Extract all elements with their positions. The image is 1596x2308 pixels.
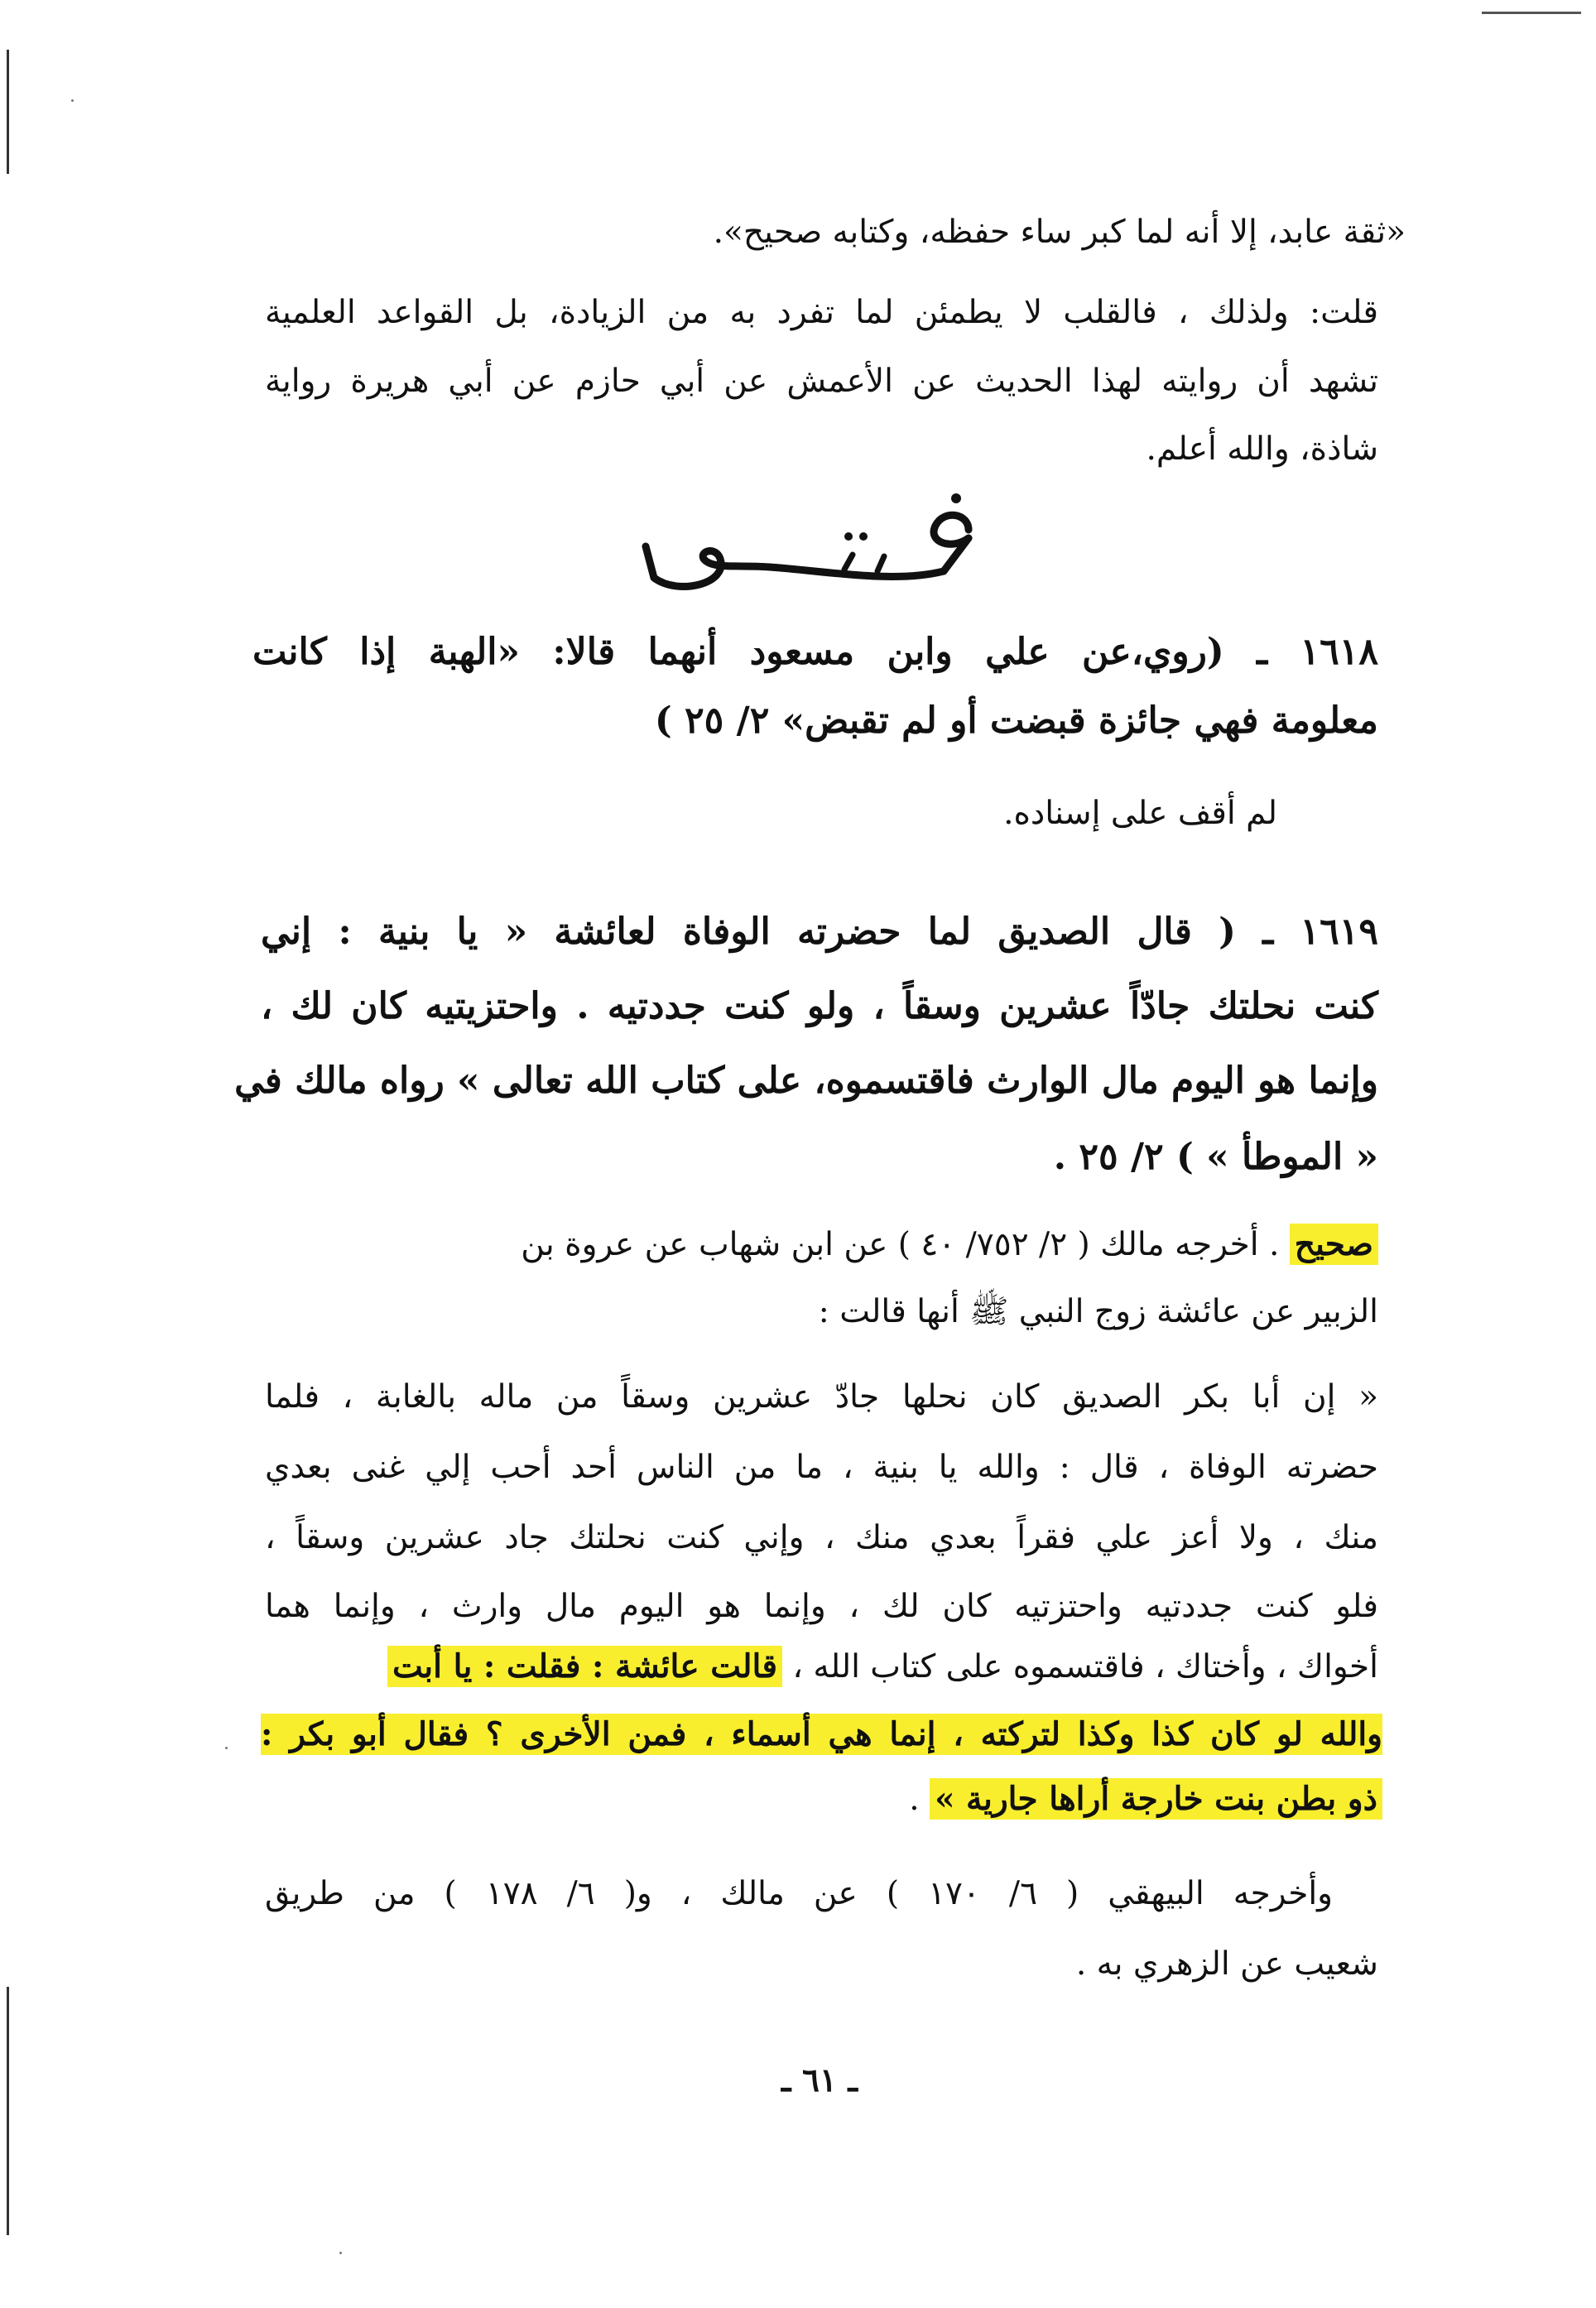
bayhaqi-line: وأخرجه البيهقي ( ٦/ ١٧٠ ) عن مالك ، و( ٦/ ١٧٨ ) من طريق bbox=[265, 1875, 1334, 1912]
scan-speck bbox=[339, 2252, 342, 2254]
hadith-1618-line: ١٦١٨ ـ (روي،عن علي وابن مسعود أنهما قالا: «الهبة إذا كانت bbox=[252, 631, 1378, 673]
takhrij-line: الزبير عن عائشة زوج النبي ﷺ أنها قالت : bbox=[818, 1293, 1378, 1330]
grade-highlight: صحيح bbox=[1290, 1224, 1378, 1265]
scan-speck bbox=[71, 99, 74, 102]
bayhaqi-line: شعيب عن الزهري به . bbox=[1075, 1945, 1378, 1983]
quote-line: فلو كنت جددتيه واحتزتيه كان لك ، وإنما هو اليوم مال وارث ، وإنما هما bbox=[265, 1588, 1378, 1625]
text-line: «ثقة عابد، إلا أنه لما كبر ساء حفظه، وكتابه صحيح». bbox=[713, 214, 1406, 251]
section-heading bbox=[579, 480, 1010, 604]
scan-dash-top-right bbox=[1482, 12, 1581, 14]
quote-line: منك ، ولا أعز علي فقراً بعدي منك ، وإني كنت نحلتك جاد عشرين وسقاً ، bbox=[265, 1519, 1378, 1556]
quote-line bbox=[265, 1647, 1378, 1685]
scan-edge-left bbox=[7, 50, 9, 174]
text-line: تشهد أن روايته لهذا الحديث عن الأعمش عن أبي حازم عن أبي هريرة رواية bbox=[265, 363, 1378, 400]
quote-line: « إن أبا بكر الصديق كان نحلها جادّ عشرين وسقاً من ماله بالغابة ، فلما bbox=[265, 1378, 1378, 1416]
quote-line bbox=[555, 1780, 1382, 1818]
hadith-1619-line: ١٦١٩ ـ ( قال الصديق لما حضرته الوفاة لعائشة « يا بنية : إني bbox=[261, 911, 1378, 953]
scan-speck bbox=[225, 1747, 228, 1749]
hadith-1619-line: وإنما هو اليوم مال الوارث فاقتسموه، على كتاب الله تعالى » رواه مالك في bbox=[234, 1060, 1378, 1102]
hadith-1618-note: لم أقف على إسناده. bbox=[1003, 795, 1277, 832]
takhrij-line bbox=[265, 1225, 1378, 1263]
scan-edge-left-lower bbox=[7, 1987, 9, 2235]
quote-text: أخواك ، وأختاك ، فاقتسموه على كتاب الله ، bbox=[792, 1648, 1378, 1685]
quote-highlight: ذو بطن بنت خارجة أراها جارية » bbox=[930, 1778, 1382, 1820]
hadith-1619-line: « الموطأ » ) ٢/ ٢٥ . bbox=[1053, 1136, 1378, 1178]
text-line: شاذة، والله أعلم. bbox=[1146, 430, 1378, 468]
hadith-1618-line: معلومة فهي جائزة قبضت أو لم تقبض» ٢/ ٢٥ ) bbox=[654, 700, 1378, 742]
quote-highlight-line: والله لو كان كذا وكذا لتركته ، إنما هي أسماء ، فمن الأخرى ؟ فقال أبو بكر : bbox=[261, 1715, 1382, 1753]
hadith-1619-line: كنت نحلتك جادّاً عشرين وسقاً ، ولو كنت جددتيه . واحتزيتيه كان لك ، bbox=[261, 985, 1378, 1027]
quote-text: . bbox=[909, 1781, 920, 1818]
quote-highlight: قالت عائشة : فقلت : يا أبت bbox=[387, 1646, 782, 1687]
page-number: ـ ٦١ ـ bbox=[781, 2061, 858, 2099]
section-heading-calligraphy bbox=[579, 480, 1010, 604]
quote-line: حضرته الوفاة ، قال : والله يا بنية ، ما من الناس أحد أحب إلي غنى بعدي bbox=[265, 1449, 1378, 1486]
takhrij-text: . أخرجه مالك ( ٢/ ٧٥٢/ ٤٠ ) عن ابن شهاب عن عروة بن bbox=[521, 1226, 1280, 1263]
text-line: قلت: ولذلك ، فالقلب لا يطمئن لما تفرد به من الزيادة، بل القواعد العلمية bbox=[265, 294, 1378, 331]
